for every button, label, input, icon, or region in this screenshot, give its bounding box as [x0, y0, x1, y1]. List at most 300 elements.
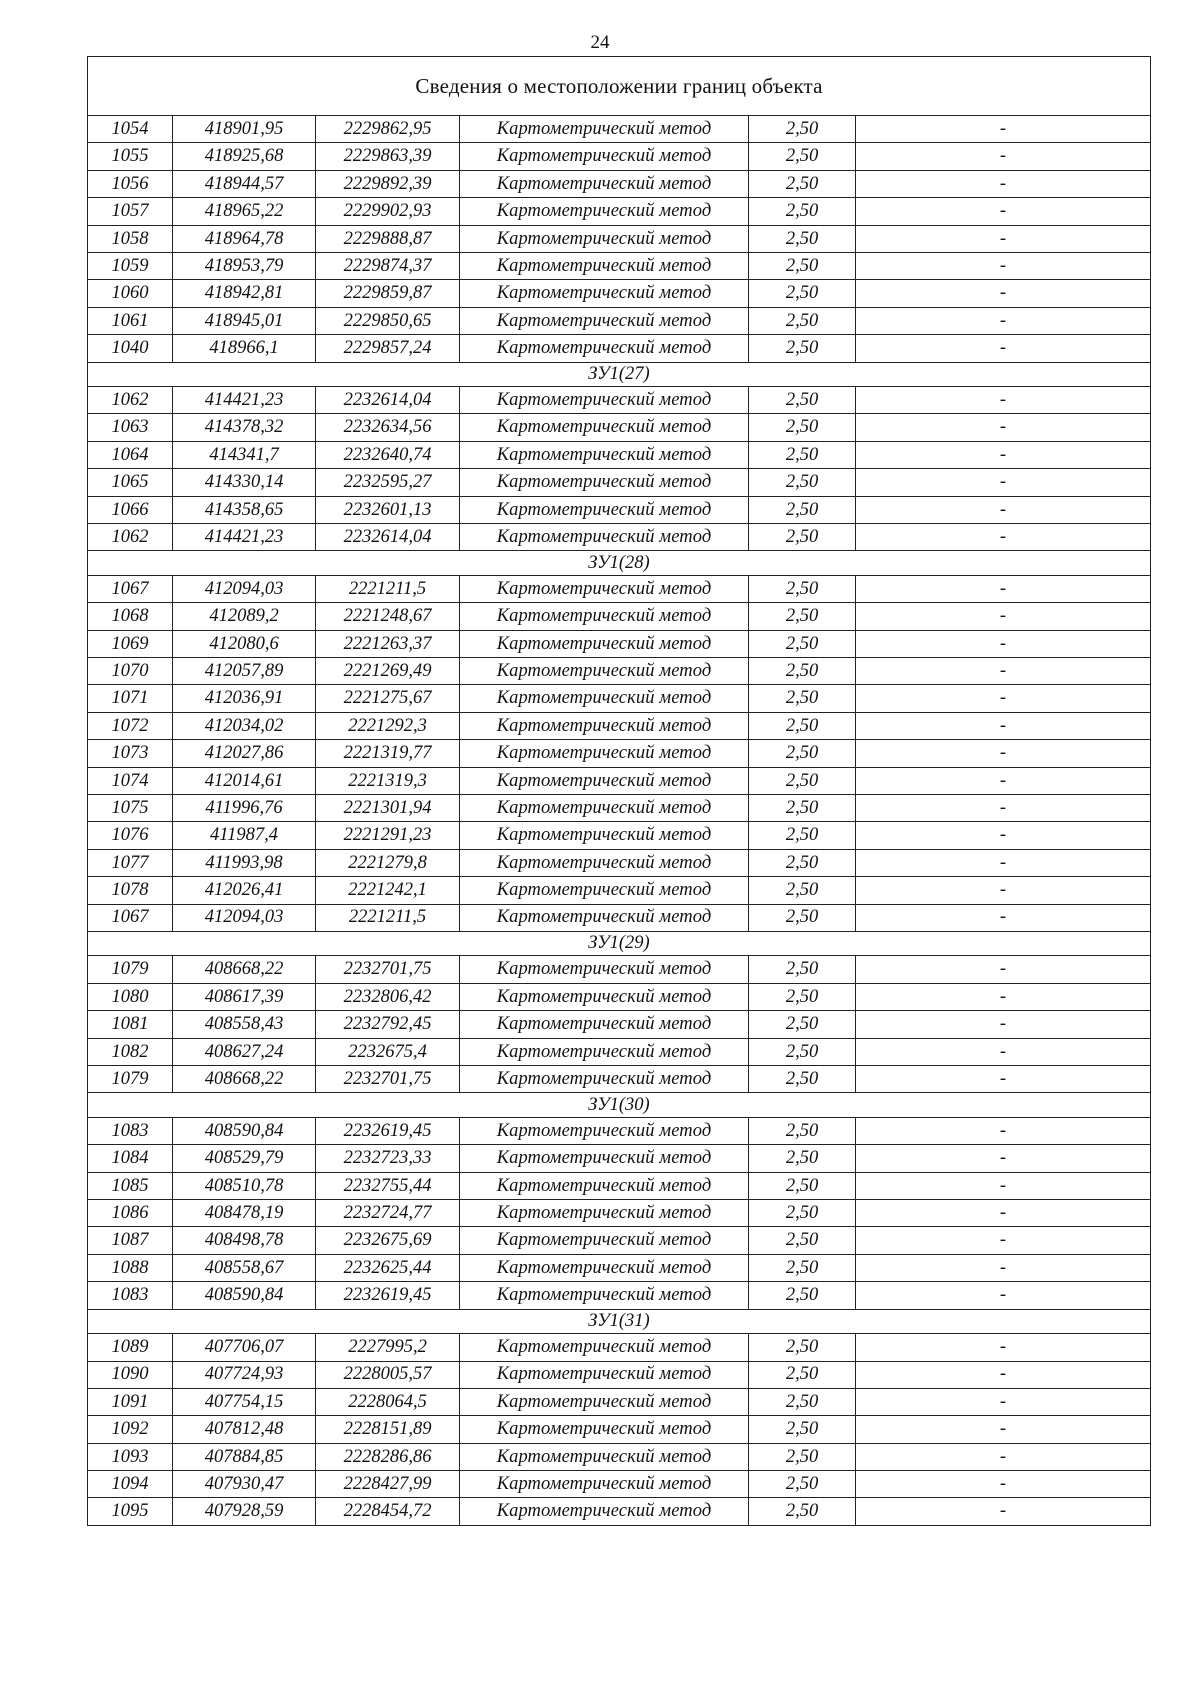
- x-coordinate-cell: 418965,22: [173, 198, 316, 225]
- table-row: [88, 523, 1151, 550]
- description-cell: -: [856, 307, 1151, 334]
- table-row: [88, 1011, 1151, 1038]
- method-cell: Картометрический метод: [460, 469, 749, 496]
- description-cell: -: [856, 603, 1151, 630]
- description-cell: -: [856, 658, 1151, 685]
- method-cell: Картометрический метод: [460, 387, 749, 414]
- y-coordinate-cell: 2221211,5: [316, 575, 460, 602]
- point-number-cell: 1058: [88, 225, 173, 252]
- method-cell: Картометрический метод: [460, 1145, 749, 1172]
- description-cell: -: [856, 956, 1151, 983]
- point-number-cell: 1073: [88, 740, 173, 767]
- accuracy-cell: 2,50: [749, 983, 856, 1010]
- point-number-cell: 1084: [88, 1145, 173, 1172]
- x-coordinate-cell: 414341,7: [173, 441, 316, 468]
- table-row: [88, 904, 1151, 931]
- method-cell: Картометрический метод: [460, 414, 749, 441]
- x-coordinate-cell: 411987,4: [173, 822, 316, 849]
- point-number-cell: 1062: [88, 523, 173, 550]
- description-cell: -: [856, 685, 1151, 712]
- point-number-cell: 1062: [88, 387, 173, 414]
- method-cell: Картометрический метод: [460, 1254, 749, 1281]
- table-row: [88, 170, 1151, 197]
- x-coordinate-cell: 418945,01: [173, 307, 316, 334]
- accuracy-cell: 2,50: [749, 1038, 856, 1065]
- table-row: [88, 441, 1151, 468]
- x-coordinate-cell: 412036,91: [173, 685, 316, 712]
- table-row: [88, 956, 1151, 983]
- point-number-cell: 1083: [88, 1117, 173, 1144]
- description-cell: -: [856, 849, 1151, 876]
- y-coordinate-cell: 2221269,49: [316, 658, 460, 685]
- x-coordinate-cell: 408668,22: [173, 1066, 316, 1093]
- y-coordinate-cell: 2228005,57: [316, 1361, 460, 1388]
- description-cell: -: [856, 1145, 1151, 1172]
- accuracy-cell: 2,50: [749, 822, 856, 849]
- method-cell: Картометрический метод: [460, 1416, 749, 1443]
- x-coordinate-cell: 418966,1: [173, 335, 316, 362]
- accuracy-cell: 2,50: [749, 1471, 856, 1498]
- table-row: [88, 1227, 1151, 1254]
- accuracy-cell: 2,50: [749, 1443, 856, 1470]
- accuracy-cell: 2,50: [749, 1227, 856, 1254]
- y-coordinate-cell: 2221263,37: [316, 630, 460, 657]
- x-coordinate-cell: 408617,39: [173, 983, 316, 1010]
- description-cell: -: [856, 794, 1151, 821]
- table-row: [88, 1471, 1151, 1498]
- table-row: [88, 335, 1151, 362]
- x-coordinate-cell: 414421,23: [173, 387, 316, 414]
- table-row: [88, 143, 1151, 170]
- point-number-cell: 1078: [88, 877, 173, 904]
- y-coordinate-cell: 2229857,24: [316, 335, 460, 362]
- point-number-cell: 1072: [88, 712, 173, 739]
- table-row: [88, 280, 1151, 307]
- point-number-cell: 1088: [88, 1254, 173, 1281]
- accuracy-cell: 2,50: [749, 307, 856, 334]
- point-number-cell: 1092: [88, 1416, 173, 1443]
- accuracy-cell: 2,50: [749, 630, 856, 657]
- y-coordinate-cell: 2229902,93: [316, 198, 460, 225]
- point-number-cell: 1040: [88, 335, 173, 362]
- method-cell: Картометрический метод: [460, 822, 749, 849]
- y-coordinate-cell: 2232595,27: [316, 469, 460, 496]
- table-row: [88, 822, 1151, 849]
- method-cell: Картометрический метод: [460, 170, 749, 197]
- method-cell: Картометрический метод: [460, 1227, 749, 1254]
- y-coordinate-cell: 2228454,72: [316, 1498, 460, 1525]
- y-coordinate-cell: 2221242,1: [316, 877, 460, 904]
- accuracy-cell: 2,50: [749, 280, 856, 307]
- point-number-cell: 1077: [88, 849, 173, 876]
- y-coordinate-cell: 2221248,67: [316, 603, 460, 630]
- description-cell: -: [856, 983, 1151, 1010]
- y-coordinate-cell: 2227995,2: [316, 1334, 460, 1361]
- table-row: [88, 1066, 1151, 1093]
- method-cell: Картометрический метод: [460, 252, 749, 279]
- method-cell: Картометрический метод: [460, 1471, 749, 1498]
- accuracy-cell: 2,50: [749, 252, 856, 279]
- x-coordinate-cell: 414358,65: [173, 496, 316, 523]
- table-row: [88, 469, 1151, 496]
- description-cell: -: [856, 1038, 1151, 1065]
- x-coordinate-cell: 418942,81: [173, 280, 316, 307]
- accuracy-cell: 2,50: [749, 658, 856, 685]
- description-cell: -: [856, 387, 1151, 414]
- accuracy-cell: 2,50: [749, 523, 856, 550]
- description-cell: -: [856, 116, 1151, 143]
- y-coordinate-cell: 2232614,04: [316, 523, 460, 550]
- accuracy-cell: 2,50: [749, 740, 856, 767]
- x-coordinate-cell: 418944,57: [173, 170, 316, 197]
- table-row: [88, 603, 1151, 630]
- y-coordinate-cell: 2221319,77: [316, 740, 460, 767]
- section-row: [88, 1093, 1151, 1118]
- point-number-cell: 1059: [88, 252, 173, 279]
- table-row: [88, 712, 1151, 739]
- method-cell: Картометрический метод: [460, 685, 749, 712]
- x-coordinate-cell: 412057,89: [173, 658, 316, 685]
- accuracy-cell: 2,50: [749, 1066, 856, 1093]
- description-cell: -: [856, 496, 1151, 523]
- accuracy-cell: 2,50: [749, 143, 856, 170]
- y-coordinate-cell: 2232640,74: [316, 441, 460, 468]
- y-coordinate-cell: 2229892,39: [316, 170, 460, 197]
- method-cell: Картометрический метод: [460, 712, 749, 739]
- y-coordinate-cell: 2232625,44: [316, 1254, 460, 1281]
- x-coordinate-cell: 411993,98: [173, 849, 316, 876]
- method-cell: Картометрический метод: [460, 1498, 749, 1525]
- accuracy-cell: 2,50: [749, 1416, 856, 1443]
- accuracy-cell: 2,50: [749, 1498, 856, 1525]
- method-cell: Картометрический метод: [460, 1361, 749, 1388]
- description-cell: -: [856, 904, 1151, 931]
- table-row: [88, 740, 1151, 767]
- accuracy-cell: 2,50: [749, 441, 856, 468]
- y-coordinate-cell: 2228064,5: [316, 1388, 460, 1415]
- point-number-cell: 1085: [88, 1172, 173, 1199]
- x-coordinate-cell: 418901,95: [173, 116, 316, 143]
- section-row: [88, 931, 1151, 956]
- table-row: [88, 1282, 1151, 1309]
- table-row: [88, 414, 1151, 441]
- y-coordinate-cell: 2232806,42: [316, 983, 460, 1010]
- table-title: Сведения о местоположении границ объекта: [88, 57, 1151, 116]
- method-cell: Картометрический метод: [460, 575, 749, 602]
- description-cell: -: [856, 225, 1151, 252]
- method-cell: Картометрический метод: [460, 877, 749, 904]
- method-cell: Картометрический метод: [460, 1388, 749, 1415]
- method-cell: Картометрический метод: [460, 1200, 749, 1227]
- point-number-cell: 1091: [88, 1388, 173, 1415]
- x-coordinate-cell: 412014,61: [173, 767, 316, 794]
- description-cell: -: [856, 1416, 1151, 1443]
- x-coordinate-cell: 408590,84: [173, 1117, 316, 1144]
- point-number-cell: 1089: [88, 1334, 173, 1361]
- x-coordinate-cell: 407724,93: [173, 1361, 316, 1388]
- accuracy-cell: 2,50: [749, 1117, 856, 1144]
- description-cell: -: [856, 1011, 1151, 1038]
- y-coordinate-cell: 2221292,3: [316, 712, 460, 739]
- accuracy-cell: 2,50: [749, 767, 856, 794]
- description-cell: -: [856, 1172, 1151, 1199]
- accuracy-cell: 2,50: [749, 335, 856, 362]
- y-coordinate-cell: 2221301,94: [316, 794, 460, 821]
- y-coordinate-cell: 2232634,56: [316, 414, 460, 441]
- point-number-cell: 1068: [88, 603, 173, 630]
- method-cell: Картометрический метод: [460, 225, 749, 252]
- point-number-cell: 1075: [88, 794, 173, 821]
- point-number-cell: 1069: [88, 630, 173, 657]
- y-coordinate-cell: 2232675,4: [316, 1038, 460, 1065]
- point-number-cell: 1083: [88, 1282, 173, 1309]
- description-cell: -: [856, 877, 1151, 904]
- method-cell: Картометрический метод: [460, 1011, 749, 1038]
- table-row: [88, 1361, 1151, 1388]
- x-coordinate-cell: 408478,19: [173, 1200, 316, 1227]
- method-cell: Картометрический метод: [460, 1038, 749, 1065]
- description-cell: -: [856, 1388, 1151, 1415]
- point-number-cell: 1071: [88, 685, 173, 712]
- x-coordinate-cell: 412034,02: [173, 712, 316, 739]
- table-row: [88, 630, 1151, 657]
- x-coordinate-cell: 411996,76: [173, 794, 316, 821]
- section-label: ЗУ1(31): [88, 1309, 1151, 1334]
- y-coordinate-cell: 2221319,3: [316, 767, 460, 794]
- x-coordinate-cell: 414378,32: [173, 414, 316, 441]
- description-cell: -: [856, 280, 1151, 307]
- accuracy-cell: 2,50: [749, 469, 856, 496]
- y-coordinate-cell: 2229863,39: [316, 143, 460, 170]
- method-cell: Картометрический метод: [460, 116, 749, 143]
- x-coordinate-cell: 418964,78: [173, 225, 316, 252]
- table-row: [88, 849, 1151, 876]
- description-cell: -: [856, 1334, 1151, 1361]
- accuracy-cell: 2,50: [749, 849, 856, 876]
- point-number-cell: 1079: [88, 956, 173, 983]
- point-number-cell: 1070: [88, 658, 173, 685]
- table-row: [88, 877, 1151, 904]
- x-coordinate-cell: 418953,79: [173, 252, 316, 279]
- table-row: [88, 116, 1151, 143]
- description-cell: -: [856, 143, 1151, 170]
- point-number-cell: 1066: [88, 496, 173, 523]
- x-coordinate-cell: 408627,24: [173, 1038, 316, 1065]
- description-cell: -: [856, 1227, 1151, 1254]
- y-coordinate-cell: 2229862,95: [316, 116, 460, 143]
- y-coordinate-cell: 2221211,5: [316, 904, 460, 931]
- table-row: [88, 1334, 1151, 1361]
- y-coordinate-cell: 2232601,13: [316, 496, 460, 523]
- point-number-cell: 1060: [88, 280, 173, 307]
- y-coordinate-cell: 2221275,67: [316, 685, 460, 712]
- section-label: ЗУ1(28): [88, 551, 1151, 576]
- accuracy-cell: 2,50: [749, 1172, 856, 1199]
- method-cell: Картометрический метод: [460, 1334, 749, 1361]
- boundary-table: [87, 56, 1151, 1526]
- table-row: [88, 1416, 1151, 1443]
- description-cell: -: [856, 575, 1151, 602]
- y-coordinate-cell: 2228286,86: [316, 1443, 460, 1470]
- x-coordinate-cell: 407812,48: [173, 1416, 316, 1443]
- x-coordinate-cell: 407928,59: [173, 1498, 316, 1525]
- table-row: [88, 1145, 1151, 1172]
- table-row: [88, 1117, 1151, 1144]
- y-coordinate-cell: 2229859,87: [316, 280, 460, 307]
- method-cell: Картометрический метод: [460, 1282, 749, 1309]
- table-row: [88, 1443, 1151, 1470]
- point-number-cell: 1087: [88, 1227, 173, 1254]
- table-row: [88, 1388, 1151, 1415]
- table-row: [88, 767, 1151, 794]
- section-label: ЗУ1(27): [88, 362, 1151, 387]
- accuracy-cell: 2,50: [749, 387, 856, 414]
- description-cell: -: [856, 767, 1151, 794]
- method-cell: Картометрический метод: [460, 983, 749, 1010]
- description-cell: -: [856, 198, 1151, 225]
- x-coordinate-cell: 418925,68: [173, 143, 316, 170]
- x-coordinate-cell: 414330,14: [173, 469, 316, 496]
- description-cell: -: [856, 1471, 1151, 1498]
- x-coordinate-cell: 408558,43: [173, 1011, 316, 1038]
- section-row: [88, 362, 1151, 387]
- point-number-cell: 1057: [88, 198, 173, 225]
- point-number-cell: 1090: [88, 1361, 173, 1388]
- description-cell: -: [856, 1117, 1151, 1144]
- x-coordinate-cell: 407754,15: [173, 1388, 316, 1415]
- table-row: [88, 794, 1151, 821]
- table-row: [88, 198, 1151, 225]
- y-coordinate-cell: 2228427,99: [316, 1471, 460, 1498]
- table-row: [88, 1038, 1151, 1065]
- accuracy-cell: 2,50: [749, 1282, 856, 1309]
- y-coordinate-cell: 2232755,44: [316, 1172, 460, 1199]
- table-row: [88, 1172, 1151, 1199]
- table-row: [88, 387, 1151, 414]
- point-number-cell: 1056: [88, 170, 173, 197]
- point-number-cell: 1055: [88, 143, 173, 170]
- accuracy-cell: 2,50: [749, 1254, 856, 1281]
- method-cell: Картометрический метод: [460, 280, 749, 307]
- x-coordinate-cell: 412094,03: [173, 904, 316, 931]
- method-cell: Картометрический метод: [460, 1443, 749, 1470]
- y-coordinate-cell: 2229874,37: [316, 252, 460, 279]
- method-cell: Картометрический метод: [460, 767, 749, 794]
- accuracy-cell: 2,50: [749, 1011, 856, 1038]
- point-number-cell: 1086: [88, 1200, 173, 1227]
- method-cell: Картометрический метод: [460, 956, 749, 983]
- description-cell: -: [856, 1254, 1151, 1281]
- description-cell: -: [856, 630, 1151, 657]
- point-number-cell: 1094: [88, 1471, 173, 1498]
- description-cell: -: [856, 1443, 1151, 1470]
- y-coordinate-cell: 2232701,75: [316, 956, 460, 983]
- accuracy-cell: 2,50: [749, 877, 856, 904]
- y-coordinate-cell: 2232724,77: [316, 1200, 460, 1227]
- y-coordinate-cell: 2232675,69: [316, 1227, 460, 1254]
- table-row: [88, 658, 1151, 685]
- method-cell: Картометрический метод: [460, 143, 749, 170]
- method-cell: Картометрический метод: [460, 603, 749, 630]
- method-cell: Картометрический метод: [460, 198, 749, 225]
- table-row: [88, 575, 1151, 602]
- y-coordinate-cell: 2221291,23: [316, 822, 460, 849]
- x-coordinate-cell: 407930,47: [173, 1471, 316, 1498]
- description-cell: -: [856, 1361, 1151, 1388]
- accuracy-cell: 2,50: [749, 603, 856, 630]
- y-coordinate-cell: 2232701,75: [316, 1066, 460, 1093]
- accuracy-cell: 2,50: [749, 1388, 856, 1415]
- method-cell: Картометрический метод: [460, 335, 749, 362]
- accuracy-cell: 2,50: [749, 116, 856, 143]
- method-cell: Картометрический метод: [460, 849, 749, 876]
- x-coordinate-cell: 408668,22: [173, 956, 316, 983]
- table-title-row: [88, 57, 1151, 116]
- accuracy-cell: 2,50: [749, 496, 856, 523]
- description-cell: -: [856, 335, 1151, 362]
- point-number-cell: 1067: [88, 575, 173, 602]
- description-cell: -: [856, 712, 1151, 739]
- accuracy-cell: 2,50: [749, 1145, 856, 1172]
- table-row: [88, 983, 1151, 1010]
- page-number: 24: [590, 32, 610, 53]
- x-coordinate-cell: 408498,78: [173, 1227, 316, 1254]
- point-number-cell: 1063: [88, 414, 173, 441]
- x-coordinate-cell: 408529,79: [173, 1145, 316, 1172]
- accuracy-cell: 2,50: [749, 904, 856, 931]
- point-number-cell: 1082: [88, 1038, 173, 1065]
- table-row: [88, 685, 1151, 712]
- method-cell: Картометрический метод: [460, 307, 749, 334]
- description-cell: -: [856, 441, 1151, 468]
- description-cell: -: [856, 1498, 1151, 1525]
- point-number-cell: 1079: [88, 1066, 173, 1093]
- method-cell: Картометрический метод: [460, 740, 749, 767]
- y-coordinate-cell: 2221279,8: [316, 849, 460, 876]
- table-row: [88, 1254, 1151, 1281]
- x-coordinate-cell: 412089,2: [173, 603, 316, 630]
- x-coordinate-cell: 408510,78: [173, 1172, 316, 1199]
- description-cell: -: [856, 740, 1151, 767]
- method-cell: Картометрический метод: [460, 1117, 749, 1144]
- y-coordinate-cell: 2229850,65: [316, 307, 460, 334]
- x-coordinate-cell: 412026,41: [173, 877, 316, 904]
- point-number-cell: 1081: [88, 1011, 173, 1038]
- description-cell: -: [856, 822, 1151, 849]
- description-cell: -: [856, 1066, 1151, 1093]
- x-coordinate-cell: 407884,85: [173, 1443, 316, 1470]
- accuracy-cell: 2,50: [749, 712, 856, 739]
- method-cell: Картометрический метод: [460, 1066, 749, 1093]
- accuracy-cell: 2,50: [749, 956, 856, 983]
- table-row: [88, 496, 1151, 523]
- point-number-cell: 1093: [88, 1443, 173, 1470]
- method-cell: Картометрический метод: [460, 1172, 749, 1199]
- method-cell: Картометрический метод: [460, 658, 749, 685]
- description-cell: -: [856, 170, 1151, 197]
- y-coordinate-cell: 2232619,45: [316, 1282, 460, 1309]
- y-coordinate-cell: 2229888,87: [316, 225, 460, 252]
- point-number-cell: 1076: [88, 822, 173, 849]
- method-cell: Картометрический метод: [460, 523, 749, 550]
- method-cell: Картометрический метод: [460, 441, 749, 468]
- y-coordinate-cell: 2228151,89: [316, 1416, 460, 1443]
- point-number-cell: 1064: [88, 441, 173, 468]
- accuracy-cell: 2,50: [749, 225, 856, 252]
- point-number-cell: 1080: [88, 983, 173, 1010]
- accuracy-cell: 2,50: [749, 794, 856, 821]
- x-coordinate-cell: 412094,03: [173, 575, 316, 602]
